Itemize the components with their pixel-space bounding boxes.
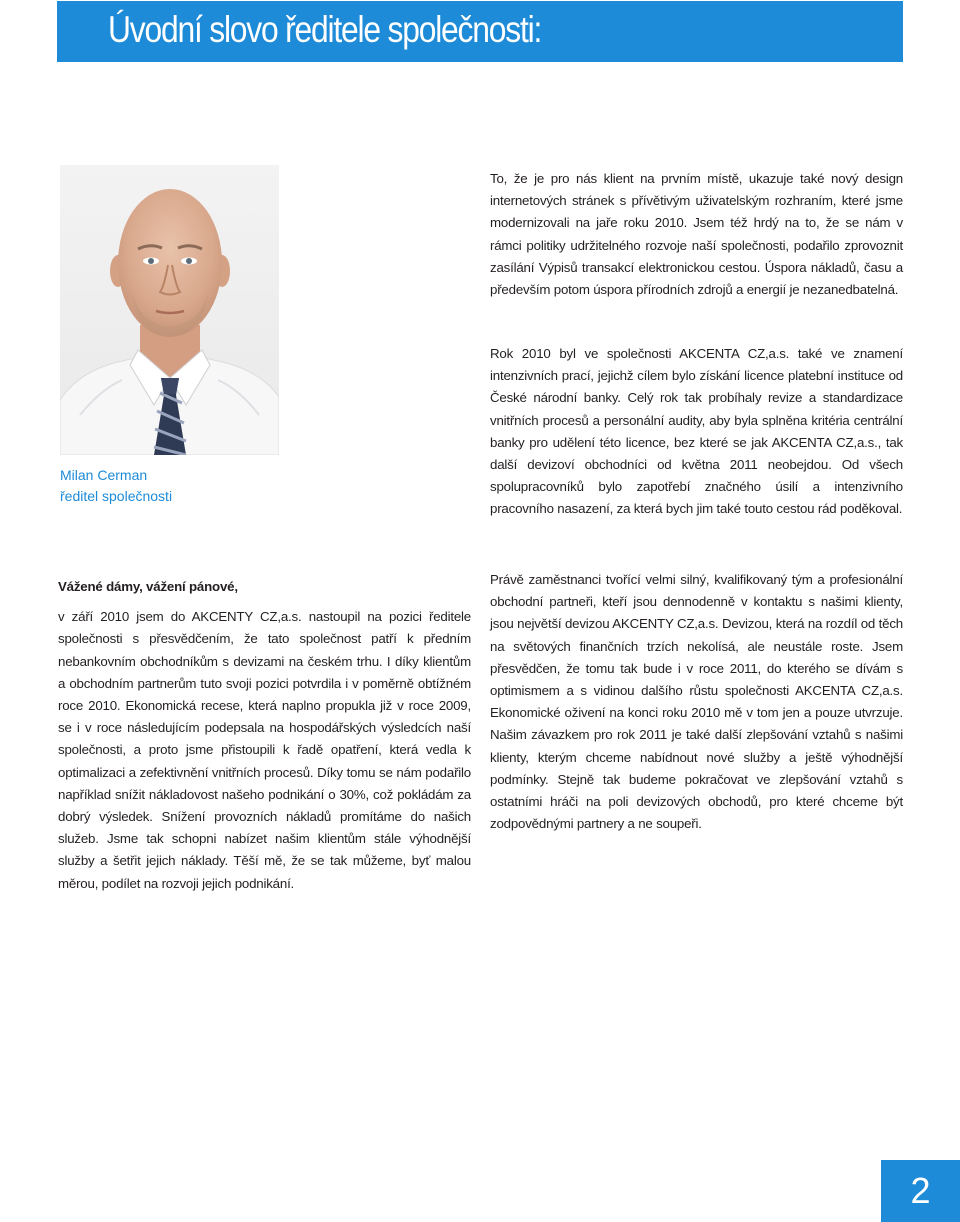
- paragraph-text: v září 2010 jsem do AKCENTY CZ,a.s. nastoupil na pozici ředitele společnosti s přesvědčením, že tato společnost patří k předním nebankovním obchodníkům s devizami na českém trhu. I díky klientům a obchodním partnerům tuto svoji pozici potvrdila i v poměrně obtížném roce 2010. Ekonomická recese, která naplno propukla již v roce 2009, se i v roce následujícím podepsala na hospodářských výsledcích naší společnosti, a proto jsme přistoupili k řadě opatření, která vedla k optimalizaci a zefektivnění vnitřních procesů. Díky tomu se nám podařilo například snížit nákladovost našeho podnikání o 30%, což pokládám za dobrý výsledek. Snížení provozních nákladů promítáme do našich služeb. Jsme tak schopni nabízet našim klientům stále výhodnější služby a šetřit jejich náklady. Těší mě, že se tak můžeme, byť malou měrou, podílet na rozvoji jejich podnikání.: [58, 609, 471, 891]
- salutation: Vážené dámy, vážení pánové,: [58, 579, 238, 594]
- page-number: 2: [910, 1170, 931, 1211]
- paragraph-text: To, že je pro nás klient na prvním místě, ukazuje také nový design internetových stránek s přívětivým uživatelským rozhraním, které jsme modernizovali na jaře roku 2010. Jsem též hrdý na to, že se nám v rámci politiky udržitelného rozvoje naší společnosti, podařilo zprovoznit zasílání Výpisů transakcí elektronickou cestou. Úspora nákladů, času a především potom úspora přírodních zdrojů a energií je nezanedbatelná.: [490, 171, 903, 298]
- page-title: Úvodní slovo ředitele společnosti:: [108, 9, 542, 50]
- director-role: ředitel společnosti: [60, 488, 173, 504]
- letter-intro-column: [58, 576, 471, 895]
- director-portrait: [60, 165, 279, 455]
- paragraph-website: [490, 168, 903, 301]
- page-number-box: [881, 1160, 960, 1222]
- header-bar: [57, 1, 903, 62]
- paragraph-text: Rok 2010 byl ve společnosti AKCENTA CZ,a.s. také ve znamení intenzivních prací, jejichž cílem bylo získání licence platební instituce od České národní banky. Celý rok tak probíhaly revize a standardizace vnitřních procesů a personální audity, aby byla splněna kritéria centrální banky pro udělení této licence, bez které se jak AKCENTA CZ,a.s., tak další devizoví obchodníci od května 2011 neobejdou. Od všech spolupracovníků bylo zapotřebí značného úsilí a intenzivního pracovního nasazení, za která bych jim také touto cestou rád poděkoval.: [490, 346, 903, 517]
- paragraph-employees: [490, 569, 903, 835]
- paragraph-text: Právě zaměstnanci tvořící velmi silný, kvalifikovaný tým a profesionální obchodní partneři, kteří jsou dennodenně v kontaktu s našimi klienty, jsou největší devizou AKCENTY CZ,a.s. Devizou, která na rozdíl od těch na světových finančních trzích nekolísá, ale neustále roste. Jsem přesvědčen, že tomu tak bude i v roce 2011, do kterého se dívám s optimismem a s vidinou dalšího růstu společnosti AKCENTA CZ,a.s. Ekonomické oživení na konci roku 2010 mě v tom jen a pouze utvrzuje. Našim závazkem pro rok 2011 je také další zlepšování vztahů s našimi klienty, kterým chceme nabídnout nové služby a ještě výhodnější podmínky. Stejně tak budeme pokračovat ve zlepšování vztahů s ostatními hráči na poli devizových obchodů, pro které chceme být zodpovědnými partnery a ne soupeři.: [490, 572, 903, 832]
- portrait-caption: [60, 465, 172, 507]
- portrait-photo: [60, 165, 279, 455]
- director-name: Milan Cerman: [60, 467, 148, 483]
- paragraph-license: [490, 343, 903, 521]
